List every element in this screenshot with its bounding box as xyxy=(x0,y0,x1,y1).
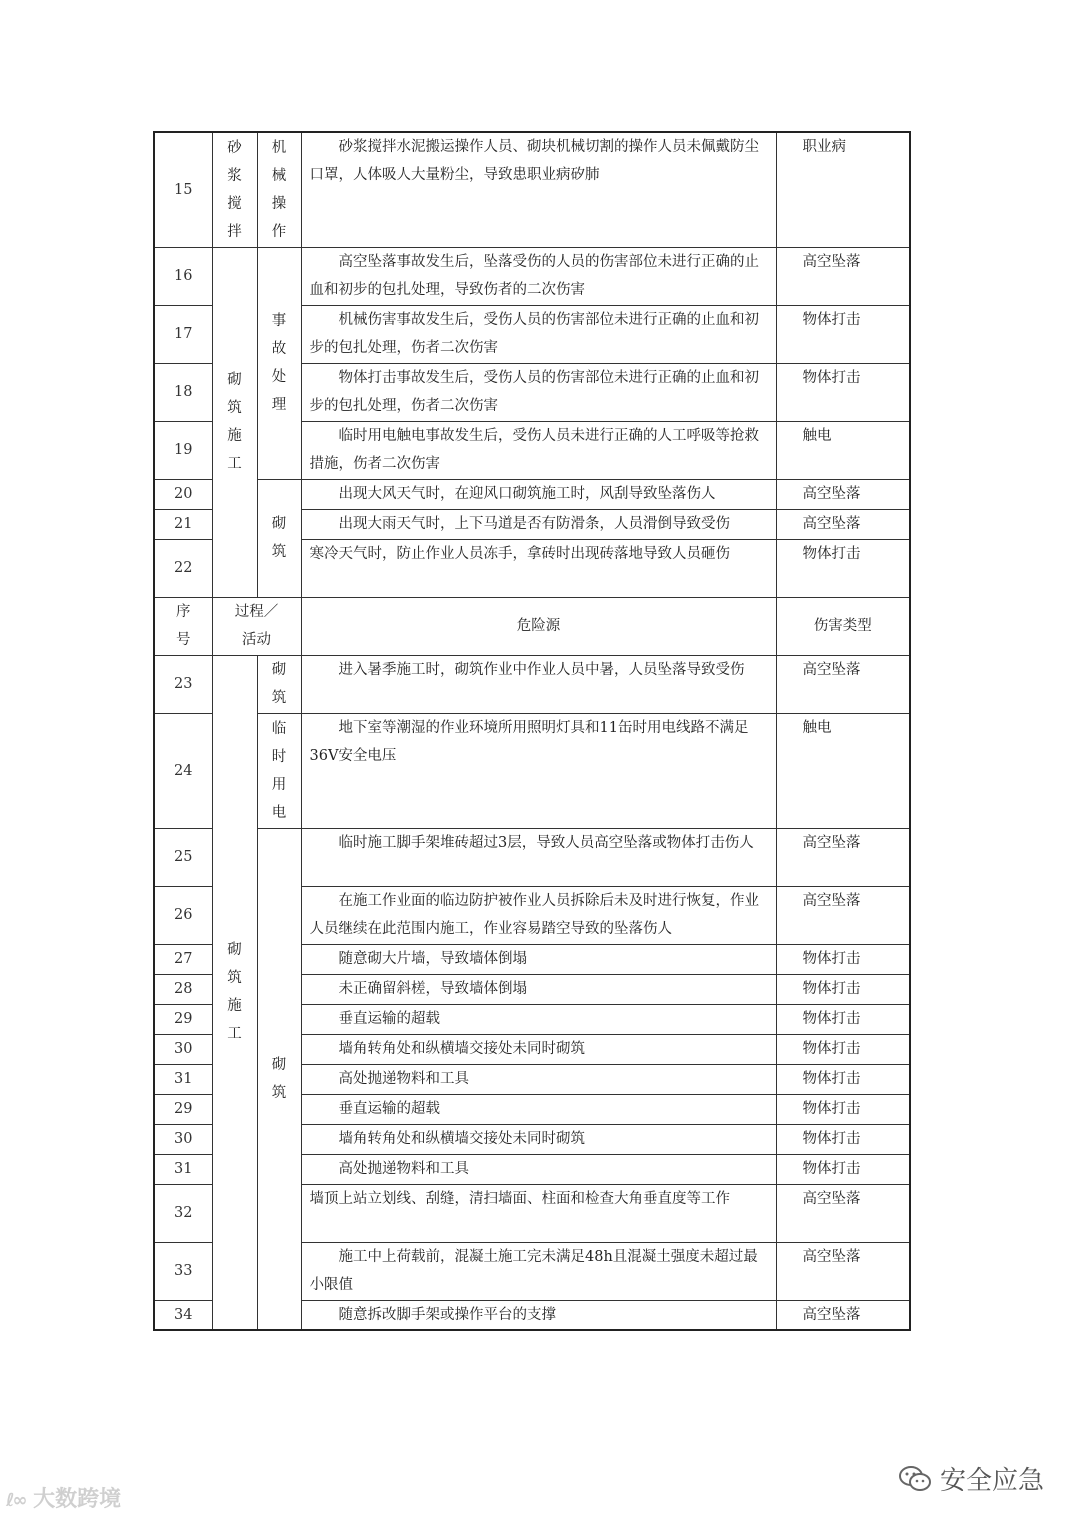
hazard-cell: 垂直运输的超载 xyxy=(301,1094,776,1124)
row-number: 24 xyxy=(154,713,212,828)
hazard-cell: 高处抛递物料和工具 xyxy=(301,1154,776,1184)
hazard-cell: 垂直运输的超载 xyxy=(301,1004,776,1034)
table-header-row xyxy=(154,597,910,655)
hazard-cell: 寒冷天气时，防止作业人员冻手，拿砖时出现砖落地导致人员砸伤 xyxy=(301,539,776,597)
row-number: 33 xyxy=(154,1242,212,1300)
hazard-cell: 出现大雨天气时，上下马道是否有防滑条，人员滑倒导致受伤 xyxy=(301,509,776,539)
hazard-cell: 随意砌大片墙，导致墙体倒塌 xyxy=(301,944,776,974)
header-injury-type: 伤害类型 xyxy=(776,597,910,655)
logo-icon: ℓ∞ xyxy=(6,1490,26,1511)
hazard-cell: 未正确留斜槎，导致墙体倒塌 xyxy=(301,974,776,1004)
row-number: 27 xyxy=(154,944,212,974)
injury-type-cell: 物体打击 xyxy=(776,1004,910,1034)
row-number: 31 xyxy=(154,1154,212,1184)
injury-type-cell: 高空坠落 xyxy=(776,1184,910,1242)
hazard-cell: 地下室等潮湿的作业环境所用照明灯具和11缶时用电线路不满足36V安全电压 xyxy=(301,713,776,828)
activity-cell: 临时用电 xyxy=(257,713,301,828)
injury-type-cell: 触电 xyxy=(776,421,910,479)
hazard-cell: 高空坠落事故发生后，坠落受伤的人员的伤害部位未进行正确的止血和初步的包扎处理，导致伤者的二次伤害 xyxy=(301,247,776,305)
row-number: 20 xyxy=(154,479,212,509)
injury-type-cell: 物体打击 xyxy=(776,1154,910,1184)
hazard-cell: 高处抛递物料和工具 xyxy=(301,1064,776,1094)
hazard-cell: 墙角转角处和纵横墙交接处未同时砌筑 xyxy=(301,1034,776,1064)
header-hazard: 危险源 xyxy=(301,597,776,655)
injury-type-cell: 物体打击 xyxy=(776,1124,910,1154)
injury-type-cell: 高空坠落 xyxy=(776,828,910,886)
row-number: 34 xyxy=(154,1300,212,1330)
process-cell: 砌筑施工 xyxy=(212,247,257,597)
row-number: 22 xyxy=(154,539,212,597)
row-number: 31 xyxy=(154,1064,212,1094)
row-number: 28 xyxy=(154,974,212,1004)
injury-type-cell: 物体打击 xyxy=(776,944,910,974)
row-number: 17 xyxy=(154,305,212,363)
table-row xyxy=(154,713,910,828)
row-number: 32 xyxy=(154,1184,212,1242)
injury-type-cell: 高空坠落 xyxy=(776,1300,910,1330)
hazard-cell: 机械伤害事故发生后，受伤人员的伤害部位未进行正确的止血和初步的包扎处理，伤者二次伤害 xyxy=(301,305,776,363)
wechat-icon xyxy=(898,1464,932,1494)
row-number: 25 xyxy=(154,828,212,886)
row-number: 29 xyxy=(154,1094,212,1124)
activity-cell: 砌筑 xyxy=(257,828,301,1330)
injury-type-cell: 触电 xyxy=(776,713,910,828)
hazard-table xyxy=(153,131,911,1331)
process-cell: 砌筑施工 xyxy=(212,655,257,1330)
row-number: 18 xyxy=(154,363,212,421)
hazard-cell: 进入暑季施工时，砌筑作业中作业人员中暑，人员坠落导致受伤 xyxy=(301,655,776,713)
injury-type-cell: 物体打击 xyxy=(776,1034,910,1064)
injury-type-cell: 物体打击 xyxy=(776,539,910,597)
injury-type-cell: 高空坠落 xyxy=(776,509,910,539)
injury-type-cell: 物体打击 xyxy=(776,305,910,363)
table-row xyxy=(154,247,910,305)
process-cell: 砂浆搅拌 xyxy=(212,132,257,247)
hazard-cell: 随意拆改脚手架或操作平台的支撑 xyxy=(301,1300,776,1330)
row-number: 23 xyxy=(154,655,212,713)
hazard-cell: 砂浆搅拌水泥搬运操作人员、砌块机械切割的操作人员未佩戴防尘口罩，人体吸人大量粉尘，导致患职业病矽肺 xyxy=(301,132,776,247)
header-process: 过程／活动 xyxy=(212,597,301,655)
watermark-right: 安全应急 xyxy=(898,1460,1044,1497)
row-number: 16 xyxy=(154,247,212,305)
injury-type-cell: 高空坠落 xyxy=(776,1242,910,1300)
row-number: 29 xyxy=(154,1004,212,1034)
hazard-cell: 墙顶上站立划线、刮缝，清扫墙面、柱面和检查大角垂直度等工作 xyxy=(301,1184,776,1242)
injury-type-cell: 物体打击 xyxy=(776,1064,910,1094)
injury-type-cell: 高空坠落 xyxy=(776,479,910,509)
table-row xyxy=(154,655,910,713)
activity-cell: 事故处理 xyxy=(257,247,301,479)
row-number: 30 xyxy=(154,1124,212,1154)
hazard-cell: 出现大风天气时，在迎风口砌筑施工时，风刮导致坠落伤人 xyxy=(301,479,776,509)
row-number: 21 xyxy=(154,509,212,539)
injury-type-cell: 物体打击 xyxy=(776,974,910,1004)
injury-type-cell: 职业病 xyxy=(776,132,910,247)
hazard-cell: 临时施工脚手架堆砖超过3层，导致人员高空坠落或物体打击伤人 xyxy=(301,828,776,886)
injury-type-cell: 高空坠落 xyxy=(776,886,910,944)
row-number: 26 xyxy=(154,886,212,944)
hazard-cell: 在施工作业面的临边防护被作业人员拆除后未及时进行恢复，作业人员继续在此范围内施工，作业容易踏空导致的坠落伤人 xyxy=(301,886,776,944)
row-number: 19 xyxy=(154,421,212,479)
hazard-cell: 物体打击事故发生后，受伤人员的伤害部位未进行正确的止血和初步的包扎处理，伤者二次伤害 xyxy=(301,363,776,421)
injury-type-cell: 高空坠落 xyxy=(776,247,910,305)
injury-type-cell: 物体打击 xyxy=(776,363,910,421)
watermark-left: ℓ∞ 大数跨境 xyxy=(6,1487,122,1512)
row-number: 15 xyxy=(154,132,212,247)
table-row xyxy=(154,132,910,247)
hazard-cell: 墙角转角处和纵横墙交接处未同时砌筑 xyxy=(301,1124,776,1154)
row-number: 30 xyxy=(154,1034,212,1064)
hazard-cell: 施工中上荷载前，混凝土施工完未满足48h且混凝土强度未超过最小限值 xyxy=(301,1242,776,1300)
injury-type-cell: 高空坠落 xyxy=(776,655,910,713)
table-row xyxy=(154,828,910,886)
header-seq: 序号 xyxy=(154,597,212,655)
table-row xyxy=(154,479,910,509)
activity-cell: 砌筑 xyxy=(257,655,301,713)
activity-cell: 机械操作 xyxy=(257,132,301,247)
injury-type-cell: 物体打击 xyxy=(776,1094,910,1124)
activity-cell: 砌筑 xyxy=(257,479,301,597)
hazard-cell: 临时用电触电事故发生后，受伤人员未进行正确的人工呼吸等抢救措施，伤者二次伤害 xyxy=(301,421,776,479)
